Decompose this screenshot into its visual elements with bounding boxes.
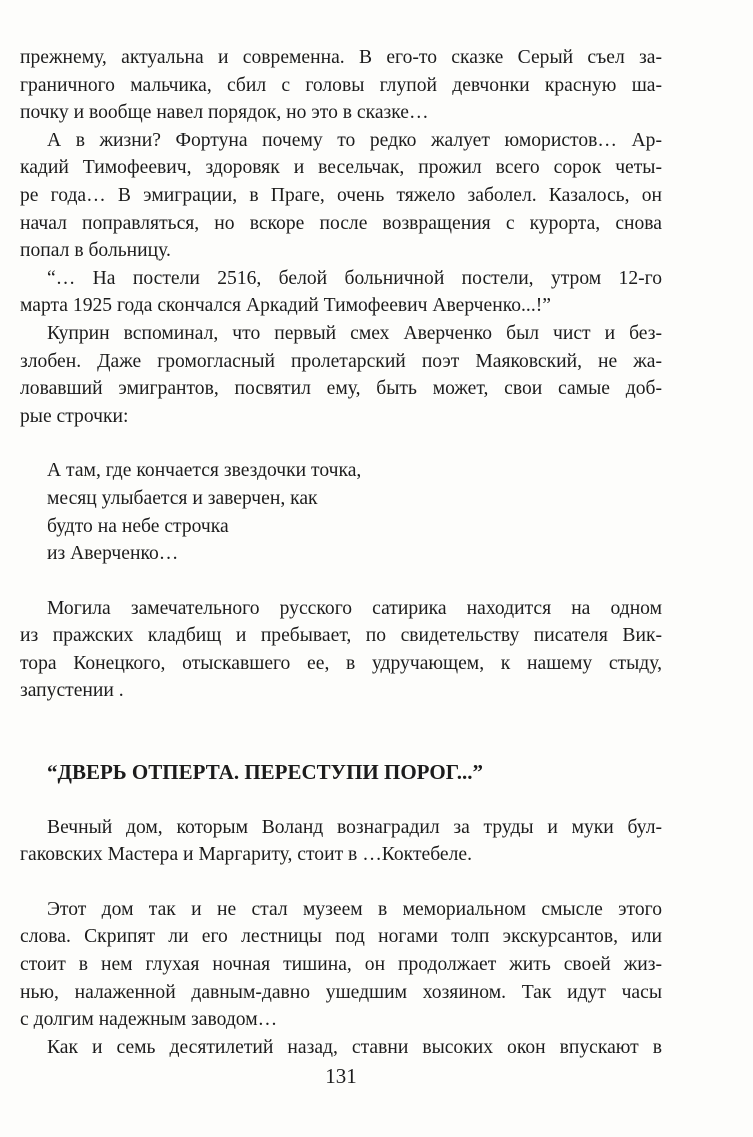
text-line: запустении . [20,680,124,702]
paragraph-6 [20,814,662,869]
paragraph-7 [20,896,662,1034]
text-line: с долгим надежным заводом… [20,1009,278,1031]
paragraph-4 [20,320,662,430]
paragraph-2 [20,127,662,265]
text-line: Могила замечательного русского сатирика находится на одном [47,597,662,619]
text-line: Как и семь десятилетий назад, ставни высоких окон впускают в [47,1036,662,1058]
text-line: стоит в нем глухая ночная тишина, он продолжает жить своей жиз- [20,954,662,976]
paragraph-3 [20,265,662,320]
text-line: нью, налаженной давным-давно ушедшим хозяином. Так идут часы [20,981,662,1003]
text-line: Вечный дом, которым Воланд вознаградил за труды и муки бул- [47,816,662,838]
text-line: из пражских кладбищ и пребывает, по свидетельству писателя Вик- [20,625,662,647]
page-body [20,44,662,1061]
text-line: “… На постели 2516, белой больничной постели, утром 12-го [47,267,662,289]
text-line: Куприн вспоминал, что первый смех Аверченко был чист и без- [47,322,662,344]
verse-line: А там, где кончается звездочки точка, [47,460,362,482]
text-line: начал поправляться, но вскоре после возвращения с курорта, снова [20,212,662,234]
text-line: слова. Скрипят ли его лестницы под ногами толп экскурсантов, или [20,926,662,948]
poem-quote [20,457,662,567]
text-line: ловавший эмигрантов, посвятил ему, быть может, свои самые доб- [20,378,662,400]
paragraph-5 [20,595,662,705]
text-line: гаковских Мастера и Маргариту, стоит в …Коктебеле. [20,844,472,866]
paragraph-8 [20,1034,662,1062]
text-line: А в жизни? Фортуна почему то редко жалует юмористов… Ар- [47,129,662,151]
text-line: злобен. Даже громогласный пролетарский поэт Маяковский, не жа- [20,350,662,372]
text-line: почку и вообще навел порядок, но это в сказке… [20,102,429,124]
chapter-heading: “ДВЕРЬ ОТПЕРТА. ПЕРЕСТУПИ ПОРОГ...” [47,760,483,785]
text-line: попал в больницу. [20,240,171,262]
text-line: тора Конецкого, отыскавшего ее, в удручающем, к нашему стыду, [20,652,662,674]
verse-line: будто на небе строчка [47,515,229,537]
verse-line: месяц улыбается и заверчен, как [47,487,318,509]
text-line: прежнему, актуальна и современна. В его-то сказке Серый съел за- [20,47,662,68]
text-line: рые строчки: [20,405,129,427]
text-line: ре года… В эмиграции, в Праге, очень тяжело заболел. Казалось, он [20,184,662,206]
paragraph-1 [20,44,662,127]
text-line: марта 1925 года скончался Аркадий Тимофеевич Аверченко...!” [20,295,551,317]
text-line: Этот дом так и не стал музеем в мемориальном смысле этого [47,898,662,920]
page-number: 131 [325,1064,357,1088]
verse-line: из Аверченко… [47,543,179,565]
text-line: граничного мальчика, сбил с головы глупой девчонки красную ша- [20,74,662,96]
text-line: кадий Тимофеевич, здоровяк и весельчак, прожил всего сорок четы- [20,157,662,179]
